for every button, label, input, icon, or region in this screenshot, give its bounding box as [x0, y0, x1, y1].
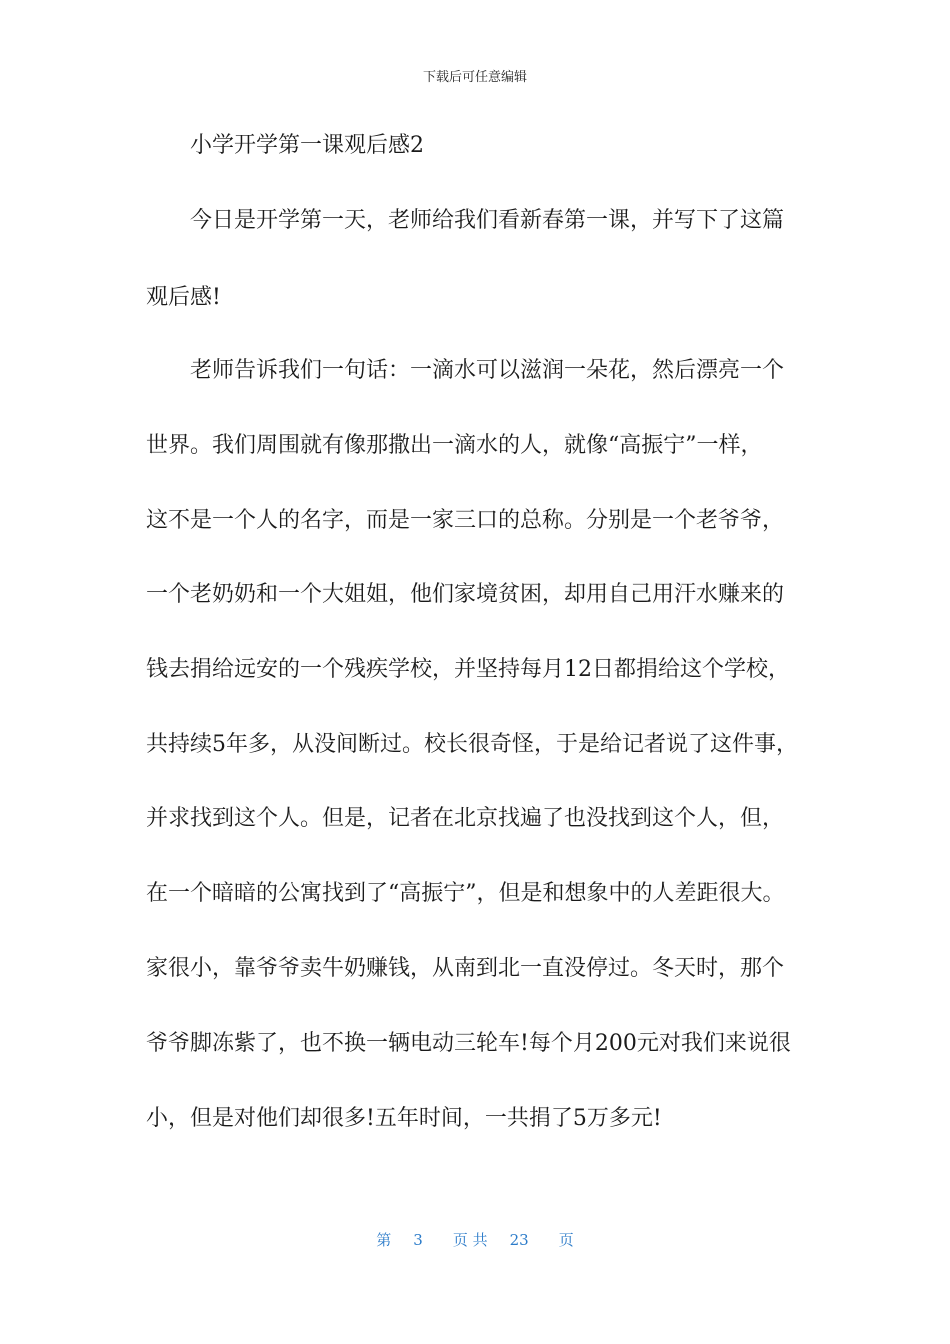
paragraph-line: 在一个暗暗的公寓找到了“高振宁”，但是和想象中的人差距很大。	[146, 881, 785, 906]
paragraph-line: 这不是一个人的名字，而是一家三口的总称。分别是一个老爷爷，	[146, 508, 785, 533]
header-note: 下载后可任意编辑	[422, 70, 527, 85]
paragraph-line: 世界。我们周围就有像那撒出一滴水的人，就像“高振宁”一样，	[146, 433, 763, 458]
footer-total-pages: 23	[509, 1231, 529, 1249]
footer-page-number: 3	[413, 1231, 423, 1249]
paragraph-line: 老师告诉我们一句话：一滴水可以滋润一朵花，然后漂亮一个	[190, 358, 785, 383]
paragraph-line: 今日是开学第一天，老师给我们看新春第一课，并写下了这篇	[190, 208, 785, 233]
paragraph-line: 一个老奶奶和一个大姐姐，他们家境贫困，却用自己用汗水赚来的	[146, 582, 785, 607]
paragraph-line: 爷爷脚冻紫了，也不换一辆电动三轮车!每个月200元对我们来说很	[146, 1031, 791, 1056]
footer-middle: 页 共	[452, 1231, 488, 1249]
footer-suffix: 页	[558, 1231, 574, 1249]
paragraph-line: 小，但是对他们却很多!五年时间，一共捐了5万多元!	[146, 1106, 662, 1131]
paragraph-line: 共持续5年多，从没间断过。校长很奇怪，于是给记者说了这件事，	[146, 732, 798, 757]
document-title: 小学开学第一课观后感2	[190, 133, 424, 158]
paragraph-line: 家很小，靠爷爷卖牛奶赚钱，从南到北一直没停过。冬天时，那个	[146, 956, 785, 981]
footer-prefix: 第	[376, 1231, 392, 1249]
paragraph-line: 并求找到这个人。但是，记者在北京找遍了也没找到这个人，但，	[146, 806, 785, 831]
paragraph-line: 观后感!	[146, 285, 221, 310]
page-footer	[0, 1229, 950, 1250]
paragraph-line: 钱去捐给远安的一个残疾学校，并坚持每月12日都捐给这个学校，	[146, 657, 790, 682]
